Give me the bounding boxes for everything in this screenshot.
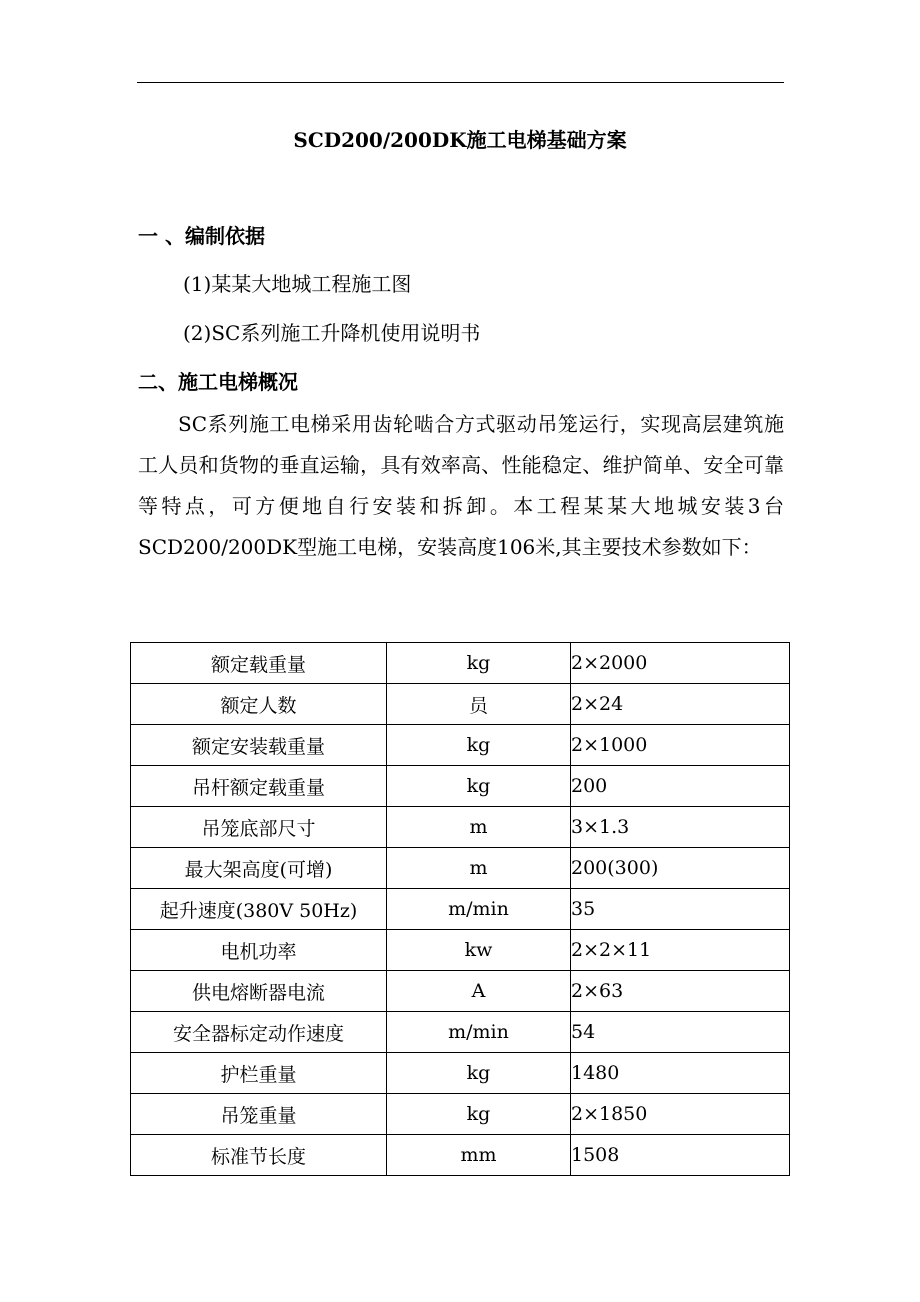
param-name-cell: 额定人数 — [131, 684, 387, 725]
spec-row — [131, 766, 790, 807]
spec-row — [131, 725, 790, 766]
value-cell: 35 — [571, 889, 790, 930]
value-cell: 2×63 — [571, 971, 790, 1012]
unit-cell: kg — [387, 766, 571, 807]
param-name-cell: 供电熔断器电流 — [131, 971, 387, 1012]
spec-row — [131, 971, 790, 1012]
param-name-cell: 吊笼重量 — [131, 1094, 387, 1135]
param-name-cell: 最大架高度(可增) — [131, 848, 387, 889]
value-cell: 54 — [571, 1012, 790, 1053]
param-name-cell: 起升速度(380V 50Hz) — [131, 889, 387, 930]
spec-row — [131, 848, 790, 889]
spec-row — [131, 930, 790, 971]
param-name-cell: 安全器标定动作速度 — [131, 1012, 387, 1053]
spec-row — [131, 643, 790, 684]
spec-table-body — [131, 643, 790, 1176]
value-cell: 2×2×11 — [571, 930, 790, 971]
spec-row — [131, 1135, 790, 1176]
spec-row — [131, 684, 790, 725]
param-name-cell: 护栏重量 — [131, 1053, 387, 1094]
value-cell: 1480 — [571, 1053, 790, 1094]
document-title: SCD200/200DK施工电梯基础方案 — [293, 128, 627, 152]
unit-cell: kw — [387, 930, 571, 971]
unit-cell: m — [387, 848, 571, 889]
value-cell: 200 — [571, 766, 790, 807]
value-cell: 2×1850 — [571, 1094, 790, 1135]
unit-cell: A — [387, 971, 571, 1012]
param-name-cell: 额定安装载重量 — [131, 725, 387, 766]
unit-cell: mm — [387, 1135, 571, 1176]
spec-row — [131, 807, 790, 848]
spec-row — [131, 1094, 790, 1135]
unit-cell: kg — [387, 1053, 571, 1094]
value-cell: 3×1.3 — [571, 807, 790, 848]
value-cell: 2×24 — [571, 684, 790, 725]
header-rule — [137, 82, 784, 83]
section-2-paragraph: SC系列施工电梯采用齿轮啮合方式驱动吊笼运行，实现高层建筑施工人员和货物的垂直运输，具有效率高、性能稳定、维护简单、安全可靠等特点，可方便地自行安装和拆卸。本工程某某大地城安装3台SCD200/200DK型施工电梯，安装高度106米,其主要技术参数如下： — [138, 412, 784, 559]
spec-row — [131, 889, 790, 930]
unit-cell: kg — [387, 725, 571, 766]
value-cell: 1508 — [571, 1135, 790, 1176]
param-name-cell: 吊笼底部尺寸 — [131, 807, 387, 848]
spec-table — [130, 642, 790, 1176]
unit-cell: kg — [387, 643, 571, 684]
unit-cell: m/min — [387, 889, 571, 930]
unit-cell: kg — [387, 1094, 571, 1135]
spec-row — [131, 1012, 790, 1053]
value-cell: 200(300) — [571, 848, 790, 889]
value-cell: 2×1000 — [571, 725, 790, 766]
value-cell: 2×2000 — [571, 643, 790, 684]
section-1-heading: 一 、编制依据 — [138, 224, 265, 248]
param-name-cell: 标准节长度 — [131, 1135, 387, 1176]
unit-cell: 员 — [387, 684, 571, 725]
section-1-item-1: (1)某某大地城工程施工图 — [183, 272, 412, 296]
unit-cell: m — [387, 807, 571, 848]
section-1-item-2: (2)SC系列施工升降机使用说明书 — [183, 321, 481, 345]
unit-cell: m/min — [387, 1012, 571, 1053]
section-2-heading: 二、施工电梯概况 — [138, 370, 298, 394]
param-name-cell: 额定载重量 — [131, 643, 387, 684]
param-name-cell: 吊杆额定载重量 — [131, 766, 387, 807]
spec-row — [131, 1053, 790, 1094]
param-name-cell: 电机功率 — [131, 930, 387, 971]
